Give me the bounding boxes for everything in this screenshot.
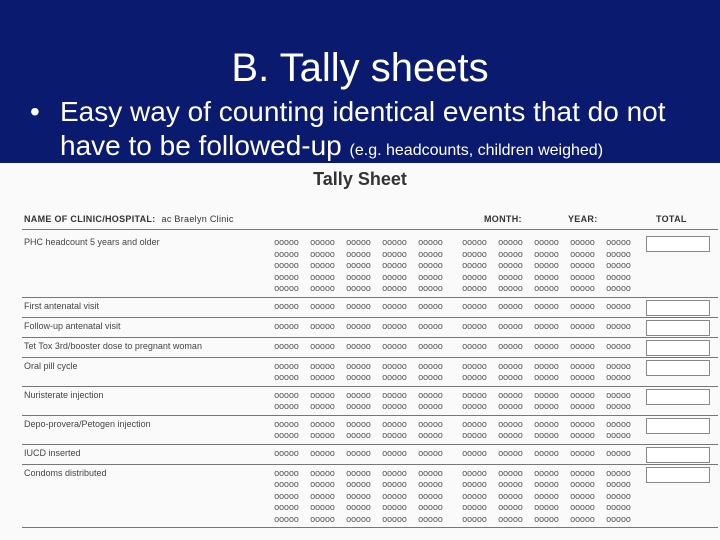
- tally-mark: ooooo: [418, 249, 443, 260]
- tally-mark: ooooo: [498, 361, 523, 372]
- tally-mark: ooooo: [570, 284, 595, 294]
- tally-mark: ooooo: [534, 402, 559, 412]
- tally-mark: ooooo: [570, 390, 595, 401]
- tally-line: [274, 361, 644, 373]
- tally-mark: ooooo: [606, 503, 631, 513]
- tally-mark: ooooo: [274, 431, 299, 441]
- tally-mark: ooooo: [382, 284, 407, 294]
- tally-mark: ooooo: [606, 284, 631, 294]
- tally-line: [274, 401, 644, 413]
- total-box: [646, 360, 710, 376]
- tally-mark: ooooo: [310, 480, 335, 490]
- tally-mark: ooooo: [498, 448, 523, 459]
- tally-line: [274, 491, 644, 503]
- tally-mark: ooooo: [382, 448, 407, 459]
- row-label: Follow-up antenatal visit: [24, 320, 121, 331]
- bullet-example-text: (e.g. headcounts, children weighed): [349, 142, 604, 159]
- tally-mark: ooooo: [274, 272, 299, 283]
- row-label: Nuristerate injection: [24, 389, 104, 400]
- tally-mark: ooooo: [498, 284, 523, 294]
- tally-mark: ooooo: [462, 491, 487, 502]
- tally-mark: ooooo: [498, 514, 523, 525]
- tally-mark: ooooo: [606, 390, 631, 401]
- tally-mark: ooooo: [274, 361, 299, 372]
- tally-mark: ooooo: [534, 514, 559, 525]
- tally-mark: ooooo: [310, 373, 335, 383]
- tally-mark: ooooo: [382, 373, 407, 383]
- tally-mark: ooooo: [570, 261, 595, 271]
- tally-mark: ooooo: [346, 419, 371, 430]
- tally-line: [274, 502, 644, 514]
- tally-mark: ooooo: [462, 480, 487, 490]
- sheet-title: Tally Sheet: [313, 169, 407, 189]
- tally-mark: ooooo: [274, 503, 299, 513]
- tally-mark: ooooo: [346, 373, 371, 383]
- tally-mark: ooooo: [418, 431, 443, 441]
- tally-mark: ooooo: [498, 503, 523, 513]
- tally-mark: ooooo: [534, 321, 559, 332]
- tally-mark: ooooo: [418, 284, 443, 294]
- tally-mark: ooooo: [274, 480, 299, 490]
- row-rule: [22, 317, 718, 318]
- tally-mark: ooooo: [274, 390, 299, 401]
- tally-mark: ooooo: [570, 341, 595, 352]
- tally-mark: ooooo: [570, 491, 595, 502]
- tally-mark: ooooo: [462, 238, 487, 248]
- tally-mark: ooooo: [534, 272, 559, 283]
- row-rule: [22, 464, 718, 465]
- tally-mark: ooooo: [570, 373, 595, 383]
- row-label: First antenatal visit: [24, 300, 100, 311]
- tally-mark: ooooo: [382, 491, 407, 502]
- tally-mark: ooooo: [570, 321, 595, 332]
- tally-mark: ooooo: [606, 272, 631, 283]
- row-rule: [22, 444, 718, 445]
- tally-mark: ooooo: [274, 261, 299, 271]
- tally-mark: ooooo: [274, 249, 299, 260]
- row-label: Depo-provera/Petogen injection: [24, 418, 151, 429]
- tally-mark: ooooo: [570, 468, 595, 479]
- tally-mark: ooooo: [570, 272, 595, 283]
- row-rule: [22, 527, 718, 528]
- tally-mark: ooooo: [534, 301, 559, 312]
- tally-mark: ooooo: [310, 341, 335, 352]
- row-rule: [22, 415, 718, 416]
- tally-mark: ooooo: [418, 301, 443, 312]
- row-label: Condoms distributed: [24, 467, 107, 478]
- tally-mark: ooooo: [534, 431, 559, 441]
- tally-mark: ooooo: [462, 249, 487, 260]
- tally-mark: ooooo: [606, 341, 631, 352]
- tally-line: [274, 341, 644, 353]
- tally-mark: ooooo: [606, 491, 631, 502]
- total-box: [646, 467, 710, 483]
- tally-mark: ooooo: [310, 301, 335, 312]
- tally-mark: ooooo: [534, 448, 559, 459]
- tally-mark: ooooo: [418, 361, 443, 372]
- tally-mark: ooooo: [346, 390, 371, 401]
- tally-mark: ooooo: [418, 491, 443, 502]
- total-box: [646, 389, 710, 405]
- tally-mark: ooooo: [310, 249, 335, 260]
- tally-mark: ooooo: [274, 284, 299, 294]
- tally-mark: ooooo: [382, 402, 407, 412]
- tally-mark: ooooo: [498, 480, 523, 490]
- tally-mark: ooooo: [418, 321, 443, 332]
- tally-mark: ooooo: [418, 514, 443, 525]
- tally-mark: ooooo: [382, 238, 407, 248]
- tally-mark: ooooo: [418, 448, 443, 459]
- header-rule: [22, 229, 718, 230]
- tally-mark: ooooo: [310, 448, 335, 459]
- tally-mark: ooooo: [606, 301, 631, 312]
- tally-mark: ooooo: [498, 491, 523, 502]
- tally-mark: ooooo: [418, 373, 443, 383]
- tally-line: [274, 448, 644, 460]
- clinic-value: ac Braelyn Clinic: [161, 214, 234, 224]
- tally-mark: ooooo: [570, 514, 595, 525]
- tally-mark: ooooo: [346, 238, 371, 248]
- tally-mark: ooooo: [310, 390, 335, 401]
- tally-mark: ooooo: [346, 491, 371, 502]
- tally-mark: ooooo: [498, 261, 523, 271]
- tally-mark: ooooo: [382, 390, 407, 401]
- tally-mark: ooooo: [462, 361, 487, 372]
- tally-mark: ooooo: [462, 503, 487, 513]
- tally-mark: ooooo: [570, 480, 595, 490]
- tally-mark: ooooo: [462, 284, 487, 294]
- tally-mark: ooooo: [418, 480, 443, 490]
- tally-mark: ooooo: [346, 361, 371, 372]
- tally-mark: ooooo: [606, 249, 631, 260]
- tally-mark: ooooo: [534, 503, 559, 513]
- tally-mark: ooooo: [498, 301, 523, 312]
- total-box: [646, 236, 710, 252]
- clinic-header: [24, 214, 234, 224]
- tally-mark: ooooo: [606, 448, 631, 459]
- tally-line: [274, 372, 644, 384]
- tally-mark: ooooo: [346, 321, 371, 332]
- tally-mark: ooooo: [382, 321, 407, 332]
- tally-mark: ooooo: [346, 468, 371, 479]
- row-label: Tet Tox 3rd/booster dose to pregnant woman: [24, 340, 202, 351]
- tally-mark: ooooo: [570, 301, 595, 312]
- tally-mark: ooooo: [534, 491, 559, 502]
- row-rule: [22, 386, 718, 387]
- tally-mark: ooooo: [346, 341, 371, 352]
- tally-mark: ooooo: [274, 321, 299, 332]
- tally-mark: ooooo: [418, 261, 443, 271]
- tally-mark: ooooo: [462, 402, 487, 412]
- tally-mark: ooooo: [606, 361, 631, 372]
- tally-mark: ooooo: [498, 468, 523, 479]
- tally-line: [274, 283, 644, 295]
- tally-mark: ooooo: [498, 341, 523, 352]
- year-label: YEAR:: [568, 214, 598, 224]
- tally-mark: ooooo: [382, 301, 407, 312]
- tally-mark: ooooo: [462, 373, 487, 383]
- tally-mark: ooooo: [310, 402, 335, 412]
- tally-mark: ooooo: [462, 272, 487, 283]
- tally-mark: ooooo: [346, 301, 371, 312]
- tally-mark: ooooo: [498, 390, 523, 401]
- tally-mark: ooooo: [606, 480, 631, 490]
- tally-mark: ooooo: [382, 514, 407, 525]
- tally-mark: ooooo: [418, 503, 443, 513]
- tally-mark: ooooo: [310, 419, 335, 430]
- tally-mark: ooooo: [606, 321, 631, 332]
- tally-mark: ooooo: [570, 402, 595, 412]
- tally-line: [274, 272, 644, 284]
- tally-mark: ooooo: [310, 261, 335, 271]
- tally-mark: ooooo: [462, 341, 487, 352]
- tally-mark: ooooo: [570, 361, 595, 372]
- tally-mark: ooooo: [310, 284, 335, 294]
- tally-line: [274, 390, 644, 402]
- tally-mark: ooooo: [570, 249, 595, 260]
- tally-mark: ooooo: [310, 321, 335, 332]
- tally-mark: ooooo: [418, 402, 443, 412]
- tally-mark: ooooo: [382, 361, 407, 372]
- slide-title: B. Tally sheets: [231, 46, 489, 90]
- total-box: [646, 340, 710, 356]
- clinic-label: NAME OF CLINIC/HOSPITAL:: [24, 214, 156, 224]
- tally-mark: ooooo: [274, 238, 299, 248]
- tally-mark: ooooo: [346, 480, 371, 490]
- tally-mark: ooooo: [346, 431, 371, 441]
- tally-mark: ooooo: [606, 238, 631, 248]
- tally-mark: ooooo: [310, 503, 335, 513]
- tally-mark: ooooo: [462, 448, 487, 459]
- tally-mark: ooooo: [606, 514, 631, 525]
- tally-line: [274, 321, 644, 333]
- tally-mark: ooooo: [418, 419, 443, 430]
- tally-mark: ooooo: [462, 514, 487, 525]
- tally-mark: ooooo: [310, 431, 335, 441]
- tally-mark: ooooo: [346, 272, 371, 283]
- tally-line: [274, 419, 644, 431]
- tally-mark: ooooo: [418, 341, 443, 352]
- tally-mark: ooooo: [382, 431, 407, 441]
- tally-mark: ooooo: [570, 238, 595, 248]
- tally-mark: ooooo: [534, 238, 559, 248]
- tally-mark: ooooo: [606, 431, 631, 441]
- tally-mark: ooooo: [462, 301, 487, 312]
- tally-mark: ooooo: [606, 468, 631, 479]
- tally-mark: ooooo: [462, 431, 487, 441]
- tally-mark: ooooo: [418, 390, 443, 401]
- tally-mark: ooooo: [498, 249, 523, 260]
- tally-mark: ooooo: [418, 238, 443, 248]
- tally-mark: ooooo: [534, 249, 559, 260]
- tally-mark: ooooo: [534, 341, 559, 352]
- tally-mark: ooooo: [606, 419, 631, 430]
- row-rule: [22, 337, 718, 338]
- row-rule: [22, 357, 718, 358]
- tally-mark: ooooo: [310, 238, 335, 248]
- tally-mark: ooooo: [310, 468, 335, 479]
- tally-mark: ooooo: [462, 390, 487, 401]
- tally-mark: ooooo: [346, 284, 371, 294]
- tally-mark: ooooo: [346, 261, 371, 271]
- tally-mark: ooooo: [498, 272, 523, 283]
- tally-mark: ooooo: [382, 503, 407, 513]
- tally-mark: ooooo: [346, 503, 371, 513]
- tally-mark: ooooo: [274, 419, 299, 430]
- tally-mark: ooooo: [534, 373, 559, 383]
- tally-mark: ooooo: [346, 402, 371, 412]
- tally-mark: ooooo: [382, 341, 407, 352]
- row-rule: [22, 297, 718, 298]
- tally-mark: ooooo: [346, 249, 371, 260]
- tally-mark: ooooo: [534, 480, 559, 490]
- total-box: [646, 300, 710, 316]
- tally-mark: ooooo: [606, 373, 631, 383]
- tally-mark: ooooo: [274, 491, 299, 502]
- tally-line: [274, 260, 644, 272]
- tally-mark: ooooo: [382, 249, 407, 260]
- tally-mark: ooooo: [570, 431, 595, 441]
- tally-line: [274, 468, 644, 480]
- total-box: [646, 418, 710, 434]
- tally-mark: ooooo: [498, 321, 523, 332]
- tally-mark: ooooo: [570, 419, 595, 430]
- tally-mark: ooooo: [346, 514, 371, 525]
- tally-line: [274, 430, 644, 442]
- tally-mark: ooooo: [310, 491, 335, 502]
- tally-mark: ooooo: [310, 272, 335, 283]
- row-label: Oral pill cycle: [24, 360, 78, 371]
- tally-mark: ooooo: [534, 361, 559, 372]
- tally-mark: ooooo: [498, 373, 523, 383]
- tally-mark: ooooo: [462, 419, 487, 430]
- tally-mark: ooooo: [534, 261, 559, 271]
- tally-mark: ooooo: [606, 261, 631, 271]
- tally-mark: ooooo: [274, 468, 299, 479]
- tally-mark: ooooo: [382, 261, 407, 271]
- tally-line: [274, 301, 644, 313]
- bullet-point: [24, 95, 714, 168]
- total-box: [646, 320, 710, 336]
- tally-mark: ooooo: [418, 272, 443, 283]
- bullet-main-text: Easy way of counting identical events that do not have to be followed-up: [60, 96, 666, 161]
- tally-mark: ooooo: [274, 448, 299, 459]
- tally-mark: ooooo: [534, 390, 559, 401]
- tally-mark: ooooo: [498, 431, 523, 441]
- tally-mark: ooooo: [462, 468, 487, 479]
- total-box: [646, 447, 710, 463]
- tally-mark: ooooo: [534, 284, 559, 294]
- tally-mark: ooooo: [462, 261, 487, 271]
- tally-line: [274, 249, 644, 261]
- tally-mark: ooooo: [346, 448, 371, 459]
- tally-line: [274, 514, 644, 526]
- tally-line: [274, 479, 644, 491]
- tally-mark: ooooo: [498, 238, 523, 248]
- tally-mark: ooooo: [274, 514, 299, 525]
- month-label: MONTH:: [484, 214, 522, 224]
- row-label: IUCD inserted: [24, 447, 81, 458]
- tally-mark: ooooo: [274, 402, 299, 412]
- tally-mark: ooooo: [274, 301, 299, 312]
- tally-mark: ooooo: [310, 514, 335, 525]
- row-label: PHC headcount 5 years and older: [24, 237, 160, 247]
- tally-mark: ooooo: [418, 468, 443, 479]
- tally-line: [274, 237, 644, 249]
- tally-mark: ooooo: [274, 341, 299, 352]
- tally-mark: ooooo: [570, 503, 595, 513]
- tally-mark: ooooo: [570, 448, 595, 459]
- tally-mark: ooooo: [274, 373, 299, 383]
- tally-mark: ooooo: [498, 419, 523, 430]
- tally-mark: ooooo: [382, 468, 407, 479]
- tally-mark: ooooo: [606, 402, 631, 412]
- tally-mark: ooooo: [382, 480, 407, 490]
- tally-mark: ooooo: [382, 419, 407, 430]
- tally-mark: ooooo: [534, 419, 559, 430]
- tally-mark: ooooo: [382, 272, 407, 283]
- tally-mark: ooooo: [310, 361, 335, 372]
- total-label: TOTAL: [656, 214, 687, 224]
- tally-mark: ooooo: [462, 321, 487, 332]
- bullet-icon: •: [30, 96, 40, 127]
- tally-sheet-image: [0, 163, 720, 540]
- tally-mark: ooooo: [534, 468, 559, 479]
- tally-mark: ooooo: [498, 402, 523, 412]
